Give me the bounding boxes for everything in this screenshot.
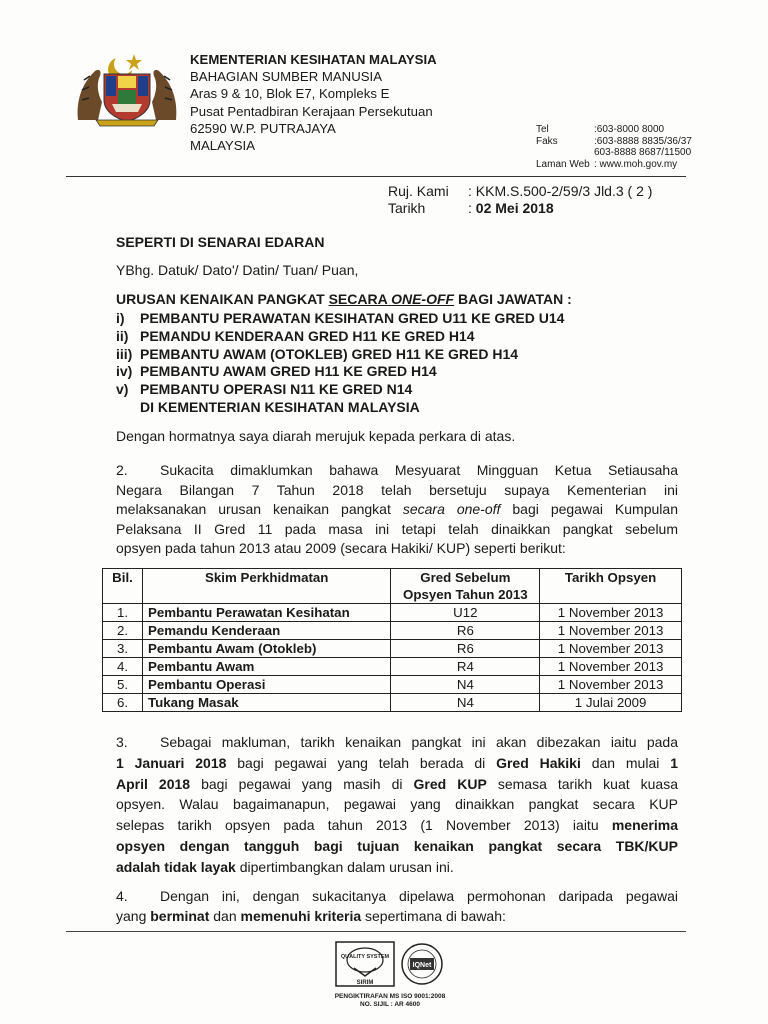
subject-closing: DI KEMENTERIAN KESIHATAN MALAYSIA	[140, 398, 420, 415]
para2-line: Pelaksana II Gred 11 pada masa ini tetapi telah dinaikkan pangkat sebelum	[116, 520, 678, 537]
cell-bil: 2.	[103, 622, 143, 640]
para-number: 3.	[116, 734, 128, 750]
list-text: PEMBANTU OPERASI N11 KE GRED N14	[140, 381, 413, 398]
para3-text: selepas tarikh opsyen pada tahun 2013 (1 November 2013) iaitu	[116, 817, 612, 834]
table-row	[103, 604, 682, 622]
table-row	[103, 640, 682, 658]
cell-bil: 4.	[103, 658, 143, 676]
cell-tarikh: 1 November 2013	[540, 658, 682, 676]
list-item	[116, 381, 564, 399]
para3-bold: 1	[670, 754, 678, 771]
table-row	[103, 658, 682, 676]
contact-row-fax	[536, 136, 692, 148]
ministry-name: KEMENTERIAN KESIHATAN MALAYSIA	[190, 52, 437, 67]
para3-line	[116, 753, 678, 774]
list-num: v)	[116, 381, 129, 398]
quality-system-text: QUALITY SYSTEM	[340, 954, 390, 960]
recipient: SEPERTI DI SENARAI EDARAN	[116, 234, 325, 250]
subject-lead: URUSAN KENAIKAN PANGKAT	[116, 291, 329, 307]
para2-italic: secara one-off	[402, 501, 501, 517]
header-divider	[66, 176, 686, 177]
paragraph-3	[116, 732, 678, 878]
para4-text: dan	[209, 907, 241, 924]
para4-line	[116, 907, 678, 927]
header-tarikh: Tarikh Opsyen	[540, 569, 682, 604]
para3-bold: Gred Hakiki	[496, 754, 581, 771]
subject-secara: SECARA	[328, 291, 388, 307]
para3-text: bagi pegawai yang masih di	[190, 775, 414, 792]
para4-text: yang	[116, 907, 151, 924]
cell-tarikh: 1 November 2013	[540, 640, 682, 658]
cell-gred: R6	[391, 622, 540, 640]
cell-bil: 3.	[103, 640, 143, 658]
list-num: i)	[116, 310, 125, 326]
cell-skim: Pembantu Awam (Otokleb)	[142, 640, 391, 658]
list-item	[116, 363, 564, 381]
contact-label: Laman Web	[536, 158, 590, 170]
contact-value: :603-8888 8835/36/37	[594, 135, 692, 147]
list-item	[116, 310, 564, 328]
table-header-row	[103, 569, 682, 604]
para3-bold: April 2018	[116, 775, 191, 792]
header-gred-line: Opsyen Tahun 2013	[403, 587, 528, 602]
date-prefix: :	[468, 200, 476, 216]
table-row	[103, 694, 682, 712]
para3-text: dan mulai	[580, 754, 671, 771]
para2-line: opsyen pada tahun 2013 atau 2009 (secara Hakiki/ KUP) seperti berikut:	[116, 540, 566, 556]
letterhead-address	[190, 51, 437, 154]
para-number: 4.	[116, 888, 128, 904]
cell-bil: 6.	[103, 694, 143, 712]
address-line-4: MALAYSIA	[190, 138, 255, 154]
ref-number: : KKM.S.500-2/59/3 Jld.3 ( 2 )	[468, 183, 653, 199]
para3-bold: Gred KUP	[413, 775, 487, 792]
cell-gred: U12	[391, 604, 540, 622]
para3-line	[116, 815, 678, 836]
para3-line	[116, 774, 678, 795]
cell-skim: Pembantu Perawatan Kesihatan	[142, 604, 391, 622]
list-num: iii)	[116, 345, 133, 362]
cell-skim: Pemandu Kenderaan	[142, 622, 391, 640]
subject-one-off: ONE-OFF	[391, 291, 455, 307]
cell-bil: 1.	[103, 604, 143, 622]
footer-divider	[66, 931, 686, 932]
contact-value: :603-8000 8000	[594, 124, 665, 135]
contact-label	[536, 147, 594, 159]
subject-tail: BAGI JAWATAN :	[454, 291, 572, 307]
division-name: BAHAGIAN SUMBER MANUSIA	[190, 69, 382, 85]
list-item	[116, 328, 564, 346]
header-gred-line: Gred Sebelum	[420, 570, 511, 585]
cell-skim: Tukang Masak	[142, 694, 391, 712]
subject-heading	[116, 291, 572, 308]
cell-gred: R4	[391, 658, 540, 676]
address-line-2: Pusat Pentadbiran Kerajaan Persekutuan	[190, 103, 433, 119]
paragraph-2	[116, 461, 678, 559]
para-number: 2.	[116, 462, 128, 478]
paragraph-4	[116, 887, 678, 926]
list-text: PEMBANTU PERAWATAN KESIHATAN GRED U11 KE GRED U14	[140, 310, 565, 326]
para2-line	[116, 500, 678, 520]
table-row	[103, 622, 682, 640]
cert-line: NO. SIJIL : AR 4600	[360, 1001, 420, 1008]
para3-text: Sebagai makluman, tarikh kenaikan pangkat ini akan dibezakan iaitu pada	[160, 734, 678, 750]
list-text: PEMBANTU AWAM GRED H11 KE GRED H14	[140, 363, 437, 380]
cell-tarikh: 1 November 2013	[540, 622, 682, 640]
para3-text: bagi pegawai yang telah berada di	[226, 754, 497, 771]
list-num: iv)	[116, 363, 133, 380]
salutation: YBhg. Datuk/ Dato'/ Datin/ Tuan/ Puan,	[116, 262, 359, 278]
contact-label: Tel	[536, 124, 549, 135]
contact-value: 603-8888 8687/11500	[594, 147, 692, 158]
subject-list	[116, 310, 564, 417]
options-table	[102, 568, 682, 712]
para2-text: bagi pegawai Kumpulan	[500, 501, 678, 517]
date-value: 02 Mei 2018	[475, 200, 554, 216]
address-line-3: 62590 W.P. PUTRAJAYA	[190, 120, 336, 136]
list-item	[116, 346, 564, 364]
para4-text: sepertimana di bawah:	[361, 907, 506, 924]
iso-certification-logo-icon	[326, 940, 456, 990]
header-bil: Bil.	[103, 569, 143, 604]
para3-bold: adalah tidak layak	[116, 858, 236, 875]
cell-gred: N4	[391, 676, 540, 694]
para4-line	[116, 887, 678, 907]
list-item	[116, 399, 564, 417]
para2-line: Negara Bilangan 7 Tahun 2018 telah bersetuju supaya Kementerian ini	[116, 481, 678, 498]
contact-block	[536, 124, 692, 170]
header-gred	[391, 569, 540, 604]
date-row	[388, 200, 652, 217]
reference-block	[388, 183, 652, 217]
contact-row-web	[536, 159, 692, 171]
para3-line: opsyen dengan tangguh bagi tujuan kenaikan pangkat secara TBK/KUP	[116, 837, 678, 854]
cell-gred: R6	[391, 640, 540, 658]
para3-line: opsyen. Walau bagaimanapun, pegawai yang dinaikkan pangkat secara KUP	[116, 796, 678, 813]
para4-text: Dengan ini, dengan sukacitanya dipelawa permohonan daripada pegawai	[160, 888, 678, 904]
list-num: ii)	[116, 327, 129, 344]
address-line-1: Aras 9 & 10, Blok E7, Kompleks E	[190, 86, 390, 102]
cert-line: PENGIKTIRAFAN MS ISO 9001:2008	[334, 993, 446, 1000]
para2-text: melaksanakan urusan kenaikan pangkat	[116, 501, 403, 517]
cell-tarikh: 1 November 2013	[540, 676, 682, 694]
cell-gred: N4	[391, 694, 540, 712]
contact-label: Faks	[536, 135, 558, 147]
para3-line	[116, 857, 678, 878]
table-row	[103, 676, 682, 694]
para3-bold: 1 Januari 2018	[116, 754, 227, 771]
sirim-text: SIRIM	[356, 980, 374, 986]
para3-line	[116, 732, 678, 753]
iqnet-text: IQNet	[412, 962, 432, 969]
cell-skim: Pembantu Awam	[142, 658, 391, 676]
intro-paragraph: Dengan hormatnya saya diarah merujuk kepada perkara di atas.	[116, 428, 516, 444]
para4-bold: berminat	[150, 907, 210, 924]
date-label: Tarikh	[388, 200, 426, 216]
para3-text: dipertimbangkan dalam urusan ini.	[235, 858, 454, 875]
reference-row	[388, 183, 652, 200]
header-skim: Skim Perkhidmatan	[142, 569, 391, 604]
contact-value: : www.moh.gov.my	[594, 158, 678, 170]
para2-text: Sukacita dimaklumkan bahawa Mesyuarat Mingguan Ketua Setiausaha	[160, 462, 678, 478]
list-text: PEMBANTU AWAM (OTOKLEB) GRED H11 KE GRED H14	[140, 345, 519, 362]
ref-label: Ruj. Kami	[388, 183, 449, 199]
contact-row-tel	[536, 124, 692, 136]
cell-skim: Pembantu Operasi	[142, 676, 391, 694]
para4-bold: memenuhi kriteria	[240, 907, 362, 924]
contact-row-fax-2	[536, 147, 692, 159]
cell-bil: 5.	[103, 676, 143, 694]
para3-bold: menerima	[611, 817, 678, 834]
para2-line	[116, 461, 678, 481]
para3-text: semasa tarikh kuat kuasa	[486, 775, 679, 792]
cell-tarikh: 1 Julai 2009	[540, 694, 682, 712]
list-text: PEMANDU KENDERAAN GRED H11 KE GRED H14	[140, 327, 475, 344]
certification-caption	[300, 993, 480, 1009]
malaysia-coat-of-arms-icon	[72, 50, 182, 128]
cell-tarikh: 1 November 2013	[540, 604, 682, 622]
